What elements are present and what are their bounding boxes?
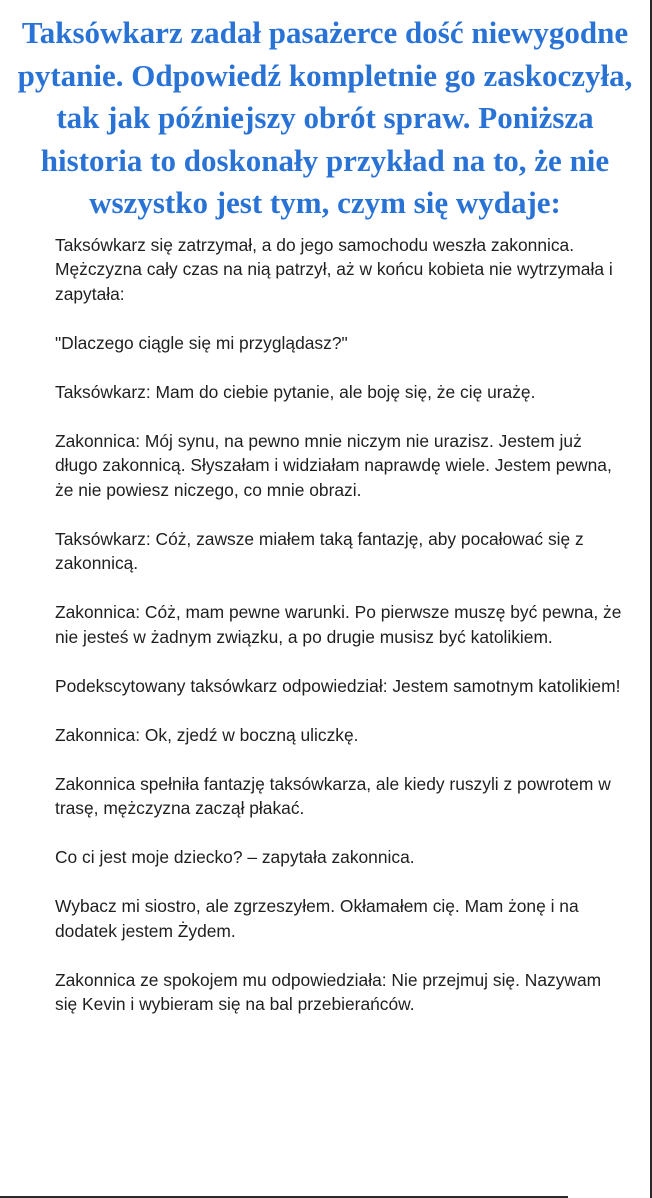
story-paragraph: Taksówkarz: Cóż, zawsze miałem taką fantazję, aby pocałować się z zakonnicą. bbox=[55, 528, 584, 573]
story-paragraph: Zakonnica: Cóż, mam pewne warunki. Po pierwsze muszę być pewna, że nie jesteś w żadnym związku, a po drugie musisz być katolikiem. bbox=[55, 602, 622, 647]
story-paragraph: Co ci jest moje dziecko? – zapytała zakonnica. bbox=[55, 847, 415, 867]
story-body bbox=[0, 225, 650, 1017]
story-paragraph: Zakonnica spełniła fantazję taksówkarza, ale kiedy ruszyli z powrotem w trasę, mężczyzna zaczął płakać. bbox=[55, 773, 611, 818]
story-paragraph: Wybacz mi siostro, ale zgrzeszyłem. Okłamałem cię. Mam żonę i na dodatek jestem Żydem. bbox=[55, 896, 579, 941]
headline: Taksówkarz zadał pasażerce dość niewygodne pytanie. Odpowiedź kompletnie go zaskoczyła, tak jak późniejszy obrót spraw. Poniższa historia to doskonały przykład na to, że nie wszystko jest tym, czym się wydaje: bbox=[17, 15, 633, 220]
story-paragraph: Zakonnica: Ok, zjedź w boczną uliczkę. bbox=[55, 724, 359, 745]
story-paragraph: Taksówkarz: Mam do ciebie pytanie, ale boję się, że cię urażę. bbox=[55, 381, 536, 402]
story-paragraph: Zakonnica: Mój synu, na pewno mnie niczym nie urazisz. Jestem już długo zakonnicą. Słyszałam i widziałam naprawdę wiele. Jestem pewna, że nie powiesz niczego, co mnie obrazi. bbox=[55, 430, 612, 500]
story-paragraph: Zakonnica ze spokojem mu odpowiedziała: Nie przejmuj się. Nazywam się Kevin i wybieram się na bal przebierańców. bbox=[55, 969, 602, 1014]
story-paragraph: Podekscytowany taksówkarz odpowiedział: Jestem samotnym katolikiem! bbox=[55, 675, 621, 696]
story-paragraph: "Dlaczego ciągle się mi przyglądasz?" bbox=[55, 332, 348, 353]
story-paragraph: Taksówkarz się zatrzymał, a do jego samochodu weszła zakonnica. Mężczyzna cały czas na nią patrzył, aż w końcu kobieta nie wytrzymała i zapytała: bbox=[55, 234, 613, 304]
